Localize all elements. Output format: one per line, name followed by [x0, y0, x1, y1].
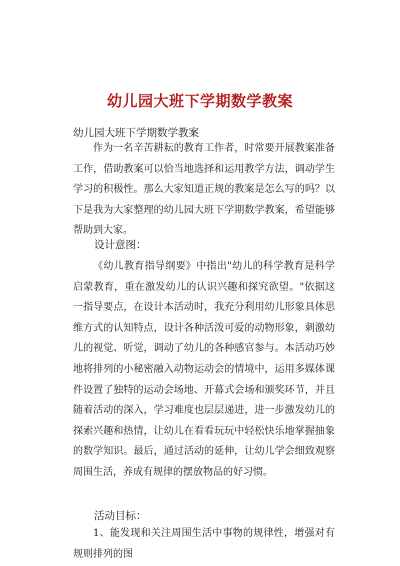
document-title: 幼儿园大班下学期数学教案: [106, 92, 293, 110]
goal-item-1: 1、能发现和关注周围生活中事物的规律性，增强对有规则排列的图: [73, 528, 335, 560]
document-subtitle: 幼儿园大班下学期数学教案: [73, 127, 199, 139]
design-heading: 设计意图：: [94, 239, 147, 251]
goals-heading: 活动目标：: [94, 510, 147, 522]
design-paragraph: 《幼儿教育指导纲要》中指出"幼儿的科学教育是科学启蒙教育，重在激发幼儿的认识兴趣和探究欲望。"依据这一指导要点，在设计本活动时，我充分利用幼儿形象具体思维方式的认知特点，设计各种活泼可爱的动物形象，刺激幼儿的视觉、听觉，调动了幼儿的各种感官参与。本活动巧妙地将排列的小秘密融入动物运动会的情境中，运用多媒体课件设置了独特的运动会场地、开幕式会场和颁奖环节，并且随着活动的深入，学习难度也层层递进，进一步激发幼儿的探索兴趣和热情，让幼儿在看看玩玩中轻松快乐地掌握抽象的数学知识。最后，通过活动的延伸，让幼儿学会细致观察周围生活，养成有规律的摆放物品的好习惯。: [73, 261, 335, 478]
intro-paragraph: 作为一名辛苦耕耘的教育工作者，时常要开展教案准备工作，借助教案可以恰当地选择和运用教学方法，调动学生学习的积极性。那么大家知道正规的教案是怎么写的吗？以下是我为大家整理的幼儿园大班下学期数学教案，希望能够帮助到大家。: [73, 143, 335, 237]
